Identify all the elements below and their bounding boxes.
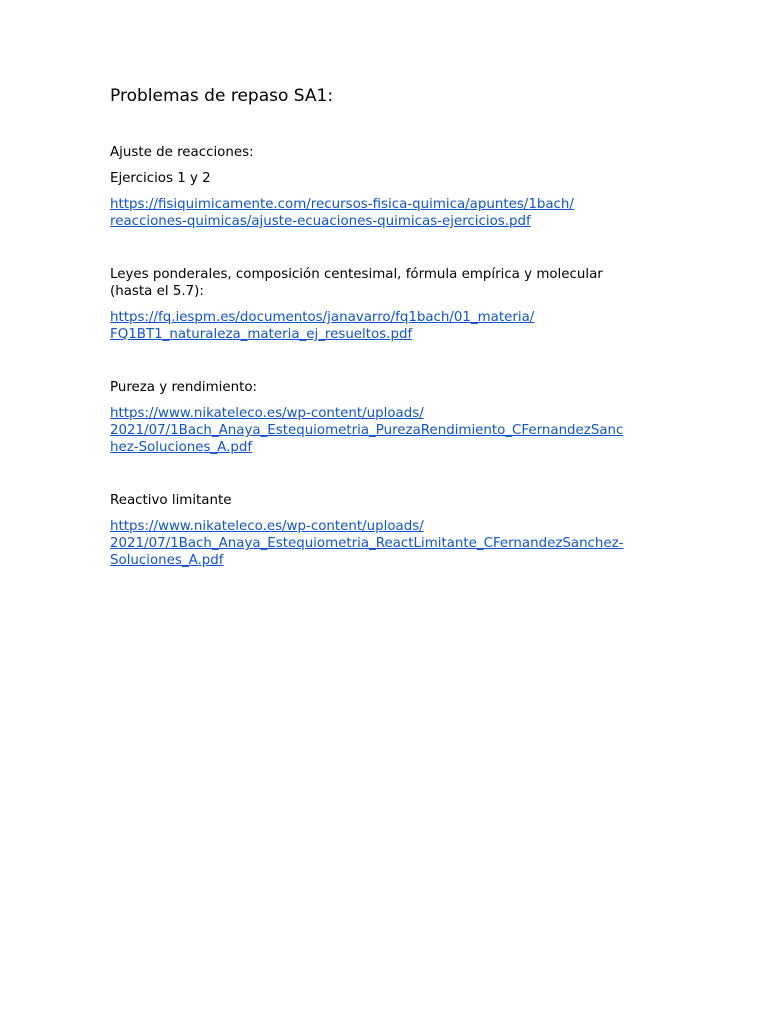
link-line: FQ1BT1_naturaleza_materia_ej_resueltos.pdf bbox=[110, 327, 413, 342]
section-heading-leyes-ponderales bbox=[110, 266, 603, 300]
link-pureza-rendimiento[interactable] bbox=[110, 405, 623, 456]
heading-line: Leyes ponderales, composición centesimal, fórmula empírica y molecular bbox=[110, 267, 603, 282]
section-heading-reactivo-limitante: Reactivo limitante bbox=[110, 493, 232, 508]
link-reactivo-limitante[interactable] bbox=[110, 518, 624, 569]
link-line: https://www.nikateleco.es/wp-content/uploads/ bbox=[110, 519, 424, 534]
link-line: https://www.nikateleco.es/wp-content/uploads/ bbox=[110, 406, 424, 421]
link-ajuste-ecuaciones[interactable] bbox=[110, 196, 574, 230]
link-line: Soluciones_A.pdf bbox=[110, 553, 224, 568]
link-line: hez-Soluciones_A.pdf bbox=[110, 440, 253, 455]
section-heading-pureza: Pureza y rendimiento: bbox=[110, 380, 258, 395]
document-title: Problemas de repaso SA1: bbox=[110, 86, 334, 106]
link-line: 2021/07/1Bach_Anaya_Estequiometria_ReactLimitante_CFernandezSanchez- bbox=[110, 536, 624, 551]
link-line: 2021/07/1Bach_Anaya_Estequiometria_PurezaRendimiento_CFernandezSanc bbox=[110, 423, 624, 438]
link-line: https://fisiquimicamente.com/recursos-fisica-quimica/apuntes/1bach/ bbox=[110, 197, 574, 212]
link-line: https://fq.iespm.es/documentos/janavarro/fq1bach/01_materia/ bbox=[110, 310, 535, 325]
link-line: reacciones-quimicas/ajuste-ecuaciones-quimicas-ejercicios.pdf bbox=[110, 214, 531, 229]
section-subheading-ejercicios: Ejercicios 1 y 2 bbox=[110, 171, 211, 186]
heading-line: (hasta el 5.7): bbox=[110, 284, 204, 299]
section-heading-ajuste: Ajuste de reacciones: bbox=[110, 145, 254, 160]
link-naturaleza-materia[interactable] bbox=[110, 309, 534, 343]
